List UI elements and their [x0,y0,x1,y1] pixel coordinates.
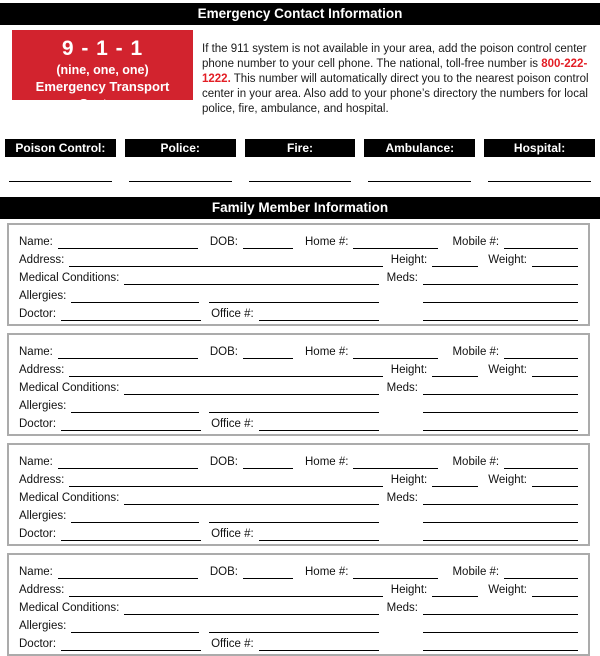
height-blank-line [432,364,478,377]
member-row-doctor [19,523,578,541]
allergies-continued-blank-line [209,290,379,303]
dob-label: DOB: [209,236,238,248]
address-blank-line [69,584,382,597]
dob-label: DOB: [209,346,238,358]
intro-section [12,30,590,128]
meds-continued-blank-line-2 [423,308,578,321]
fire-blank-line [249,181,352,182]
address-blank-line [69,364,382,377]
meds-continued-blank-line-2 [423,638,578,651]
member-row-name [19,451,578,469]
doctor-label: Doctor: [19,308,57,320]
office-phone-blank-line [259,418,379,431]
allergies-label: Allergies: [19,620,67,632]
member-row-allergies [19,615,578,633]
allergies-label: Allergies: [19,290,67,302]
home-phone-blank-line [353,236,438,249]
name-label: Name: [19,566,53,578]
poison-control-instructions [202,42,590,117]
name-blank-line [58,456,198,469]
office-phone-label: Office #: [211,418,254,430]
hospital-label-box: Hospital: [484,139,595,157]
dob-label: DOB: [209,456,238,468]
mobile-phone-blank-line [504,236,578,249]
mobile-phone-label: Mobile #: [452,346,500,358]
meds-blank-line [423,382,578,395]
weight-blank-line [532,584,578,597]
doctor-blank-line [61,638,201,651]
doctor-label: Doctor: [19,638,57,650]
mobile-phone-label: Mobile #: [452,456,500,468]
member-row-address [19,249,578,267]
hospital-blank-line [488,181,591,182]
fire-label-box: Fire: [245,139,356,157]
address-label: Address: [19,474,65,486]
hospital-line-col [484,181,595,182]
meds-label: Meds: [386,272,418,284]
ambulance-line-col [364,181,475,182]
member-row-doctor [19,413,578,431]
ambulance-label-box: Ambulance: [364,139,475,157]
meds-label: Meds: [386,492,418,504]
name-blank-line [58,236,198,249]
meds-blank-line [423,602,578,615]
home-phone-blank-line [353,346,438,359]
doctor-blank-line [61,308,201,321]
address-label: Address: [19,584,65,596]
police-line-col [125,181,236,182]
member-row-address [19,579,578,597]
mobile-phone-blank-line [504,456,578,469]
weight-blank-line [532,474,578,487]
name-label: Name: [19,346,53,358]
address-blank-line [69,254,382,267]
family-member-blocks [0,223,600,656]
height-blank-line [432,474,478,487]
doctor-label: Doctor: [19,528,57,540]
meds-continued-blank-line [423,510,578,523]
dob-blank-line [243,456,293,469]
dob-blank-line [243,566,293,579]
meds-label: Meds: [386,602,418,614]
meds-continued-blank-line [423,620,578,633]
medical-conditions-label: Medical Conditions: [19,492,120,504]
mobile-phone-label: Mobile #: [452,566,500,578]
home-phone-label: Home #: [305,346,349,358]
family-member-block [7,333,590,436]
allergies-blank-line [71,620,199,633]
911-words: (nine, one, one) [56,63,149,77]
member-row-name [19,341,578,359]
family-member-block [7,553,590,656]
member-row-name [19,561,578,579]
medical-conditions-label: Medical Conditions: [19,382,120,394]
home-phone-label: Home #: [305,566,349,578]
meds-label: Meds: [386,382,418,394]
meds-continued-blank-line-2 [423,528,578,541]
poison-control-blank-line [9,181,112,182]
name-label: Name: [19,236,53,248]
meds-continued-blank-line-2 [423,418,578,431]
911-number: 9 - 1 - 1 [61,37,144,60]
medical-conditions-blank-line [124,492,378,505]
member-row-address [19,469,578,487]
member-row-allergies [19,395,578,413]
height-label: Height: [390,364,428,376]
height-blank-line [432,584,478,597]
office-phone-blank-line [259,528,379,541]
office-phone-blank-line [259,308,379,321]
height-label: Height: [390,584,428,596]
911-caption: Emergency Transport System [35,79,170,111]
allergies-continued-blank-line [209,620,379,633]
weight-label: Weight: [488,584,527,596]
height-blank-line [432,254,478,267]
member-row-allergies [19,285,578,303]
dob-blank-line [243,236,293,249]
member-row-medical [19,487,578,505]
weight-blank-line [532,364,578,377]
meds-continued-blank-line [423,290,578,303]
dob-blank-line [243,346,293,359]
medical-conditions-label: Medical Conditions: [19,272,120,284]
emergency-contact-header-bar: Emergency Contact Information [0,3,600,25]
home-phone-blank-line [353,566,438,579]
office-phone-label: Office #: [211,528,254,540]
allergies-blank-line [71,290,199,303]
office-phone-blank-line [259,638,379,651]
weight-blank-line [532,254,578,267]
allergies-label: Allergies: [19,400,67,412]
weight-label: Weight: [488,254,527,266]
office-phone-label: Office #: [211,638,254,650]
doctor-label: Doctor: [19,418,57,430]
allergies-continued-blank-line [209,400,379,413]
home-phone-label: Home #: [305,236,349,248]
member-row-address [19,359,578,377]
911-red-box [12,30,193,111]
family-member-block [7,223,590,326]
member-row-name [19,231,578,249]
allergies-label: Allergies: [19,510,67,522]
poison-control-label-box: Poison Control: [5,139,116,157]
address-label: Address: [19,254,65,266]
height-label: Height: [390,474,428,486]
mobile-phone-blank-line [504,566,578,579]
intro-text-before: If the 911 system is not available in your area, add the poison control center phone number to your cell phone. The national, toll-free number is [202,42,587,70]
poison-control-phone-number: 800-222-1222. [202,57,588,85]
name-blank-line [58,566,198,579]
weight-label: Weight: [488,364,527,376]
member-row-doctor [19,633,578,651]
member-row-medical [19,597,578,615]
weight-label: Weight: [488,474,527,486]
mobile-phone-label: Mobile #: [452,236,500,248]
meds-blank-line [423,492,578,505]
name-blank-line [58,346,198,359]
meds-blank-line [423,272,578,285]
dob-label: DOB: [209,566,238,578]
emergency-contacts-label-row [5,139,595,157]
member-row-medical [19,377,578,395]
allergies-blank-line [71,510,199,523]
allergies-blank-line [71,400,199,413]
intro-text-after: This number will automatically direct you to the nearest poison control center in your area. Also add to your phone’s directory the numbers for local police, fire, ambulance, and hospital. [202,72,589,115]
name-label: Name: [19,456,53,468]
allergies-continued-blank-line [209,510,379,523]
meds-continued-blank-line [423,400,578,413]
address-label: Address: [19,364,65,376]
doctor-blank-line [61,528,201,541]
doctor-blank-line [61,418,201,431]
police-blank-line [129,181,232,182]
mobile-phone-blank-line [504,346,578,359]
medical-conditions-blank-line [124,382,378,395]
police-label-box: Police: [125,139,236,157]
address-blank-line [69,474,382,487]
height-label: Height: [390,254,428,266]
member-row-medical [19,267,578,285]
medical-conditions-label: Medical Conditions: [19,602,120,614]
home-phone-blank-line [353,456,438,469]
fire-line-col [245,181,356,182]
medical-conditions-blank-line [124,602,378,615]
member-row-allergies [19,505,578,523]
emergency-contacts-blank-line-row [5,181,595,182]
member-row-doctor [19,303,578,321]
medical-conditions-blank-line [124,272,378,285]
family-member-header-bar: Family Member Information [0,197,600,219]
poison-control-line-col [5,181,116,182]
home-phone-label: Home #: [305,456,349,468]
ambulance-blank-line [368,181,471,182]
family-member-block [7,443,590,546]
office-phone-label: Office #: [211,308,254,320]
